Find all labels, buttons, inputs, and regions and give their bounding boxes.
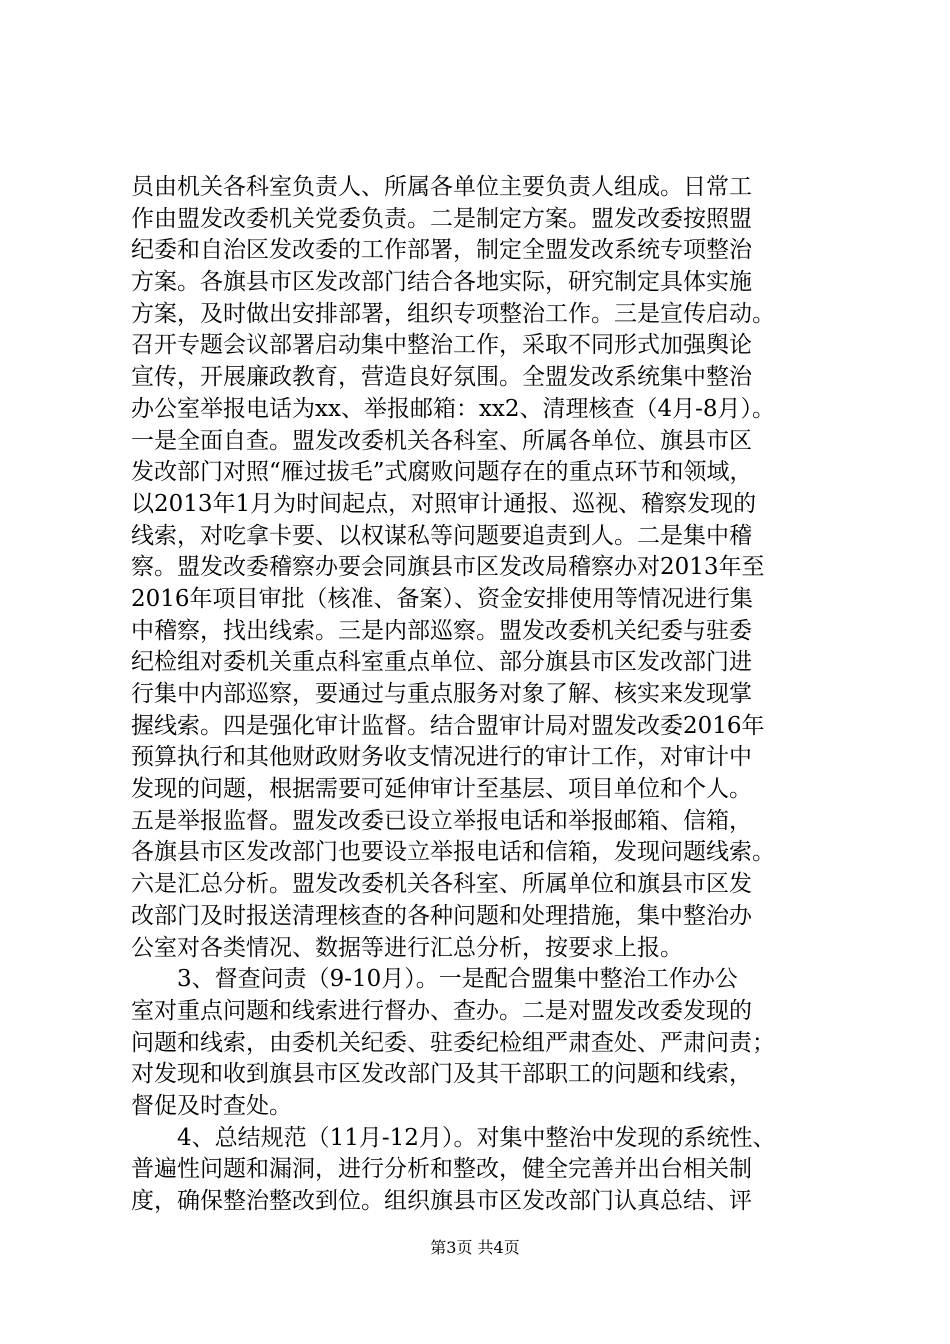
text-line: 度，确保整治整改到位。组织旗县市区发改部门认真总结、评 <box>131 1188 752 1214</box>
text-line: 纪委和自治区发改委的工作部署，制定全盟发改系统专项整治 <box>131 237 752 264</box>
text-line: 3、督查问责（9-10月）。一是配合盟集中整治工作办公 <box>131 966 738 993</box>
text-line: 各旗县市区发改部门也要设立举报电话和信箱，发现问题线索。 <box>131 839 775 866</box>
text-line: 公室对各类情况、数据等进行汇总分析，按要求上报。 <box>131 934 683 961</box>
text-line: 握线索。四是强化审计监督。结合盟审计局对盟发改委2016年 <box>131 712 765 739</box>
text-line: 中稽察，找出线索。三是内部巡察。盟发改委机关纪委与驻委 <box>131 617 752 644</box>
text-line: 发改部门对照“雁过拔毛”式腐败问题存在的重点环节和领域， <box>131 459 753 486</box>
text-line: 督促及时查处。 <box>131 1092 292 1119</box>
text-line: 宣传，开展廉政教育，营造良好氛围。全盟发改系统集中整治 <box>131 364 752 391</box>
text-line: 一是全面自查。盟发改委机关各科室、所属各单位、旗县市区 <box>131 427 752 454</box>
text-line: 2016年项目审批（核准、备案）、资金安排使用等情况进行集 <box>131 585 754 612</box>
text-line: 普遍性问题和漏洞，进行分析和整改，健全完善并出台相关制 <box>131 1156 752 1183</box>
text-line: 改部门及时报送清理核查的各种问题和处理措施，集中整治办 <box>131 902 752 929</box>
text-line: 办公室举报电话为xx、举报邮箱：xx2、清理核查（4月-8月）。 <box>131 395 776 422</box>
text-line: 召开专题会议部署启动集中整治工作，采取不同形式加强舆论 <box>131 332 752 359</box>
text-line: 室对重点问题和线索进行督办、查办。二是对盟发改委发现的 <box>131 997 752 1024</box>
text-line: 行集中内部巡察，要通过与重点服务对象了解、核实来发现掌 <box>131 681 752 707</box>
text-line: 五是举报监督。盟发改委已设立举报电话和举报邮箱、信箱， <box>131 807 752 834</box>
text-line: 纪检组对委机关重点科室重点单位、部分旗县市区发改部门进 <box>131 649 752 676</box>
text-line: 发现的问题，根据需要可延伸审计至基层、项目单位和个人。 <box>131 776 752 803</box>
text-line: 方案。各旗县市区发改部门结合各地实际，研究制定具体实施 <box>131 269 752 296</box>
text-line: 作由盟发改委机关党委负责。二是制定方案。盟发改委按照盟 <box>131 205 752 232</box>
text-line: 对发现和收到旗县市区发改部门及其干部职工的问题和线索， <box>131 1061 752 1088</box>
text-line: 问题和线索，由委机关纪委、驻委纪检组严肃查处、严肃问责； <box>131 1029 775 1056</box>
text-line: 预算执行和其他财政财务收支情况进行的审计工作，对审计中 <box>131 744 752 771</box>
text-line: 4、总结规范（11月-12月）。对集中整治中发现的系统性、 <box>131 1124 776 1151</box>
document-body <box>131 172 851 1218</box>
text-line: 员由机关各科室负责人、所属各单位主要负责人组成。日常工 <box>131 174 752 200</box>
text-line: 六是汇总分析。盟发改委机关各科室、所属单位和旗县市区发 <box>131 871 752 898</box>
text-line: 察。盟发改委稽察办要会同旗县市区发改局稽察办对2013年至 <box>131 554 765 581</box>
text-line: 以2013年1月为时间起点，对照审计通报、巡视、稽察发现的 <box>131 490 757 517</box>
text-line: 方案，及时做出安排部署，组织专项整治工作。三是宣传启动。 <box>131 300 775 327</box>
text-line: 线索，对吃拿卡要、以权谋私等问题要追责到人。二是集中稽 <box>131 522 752 549</box>
page-footer: 第3页 共4页 <box>430 1238 520 1257</box>
